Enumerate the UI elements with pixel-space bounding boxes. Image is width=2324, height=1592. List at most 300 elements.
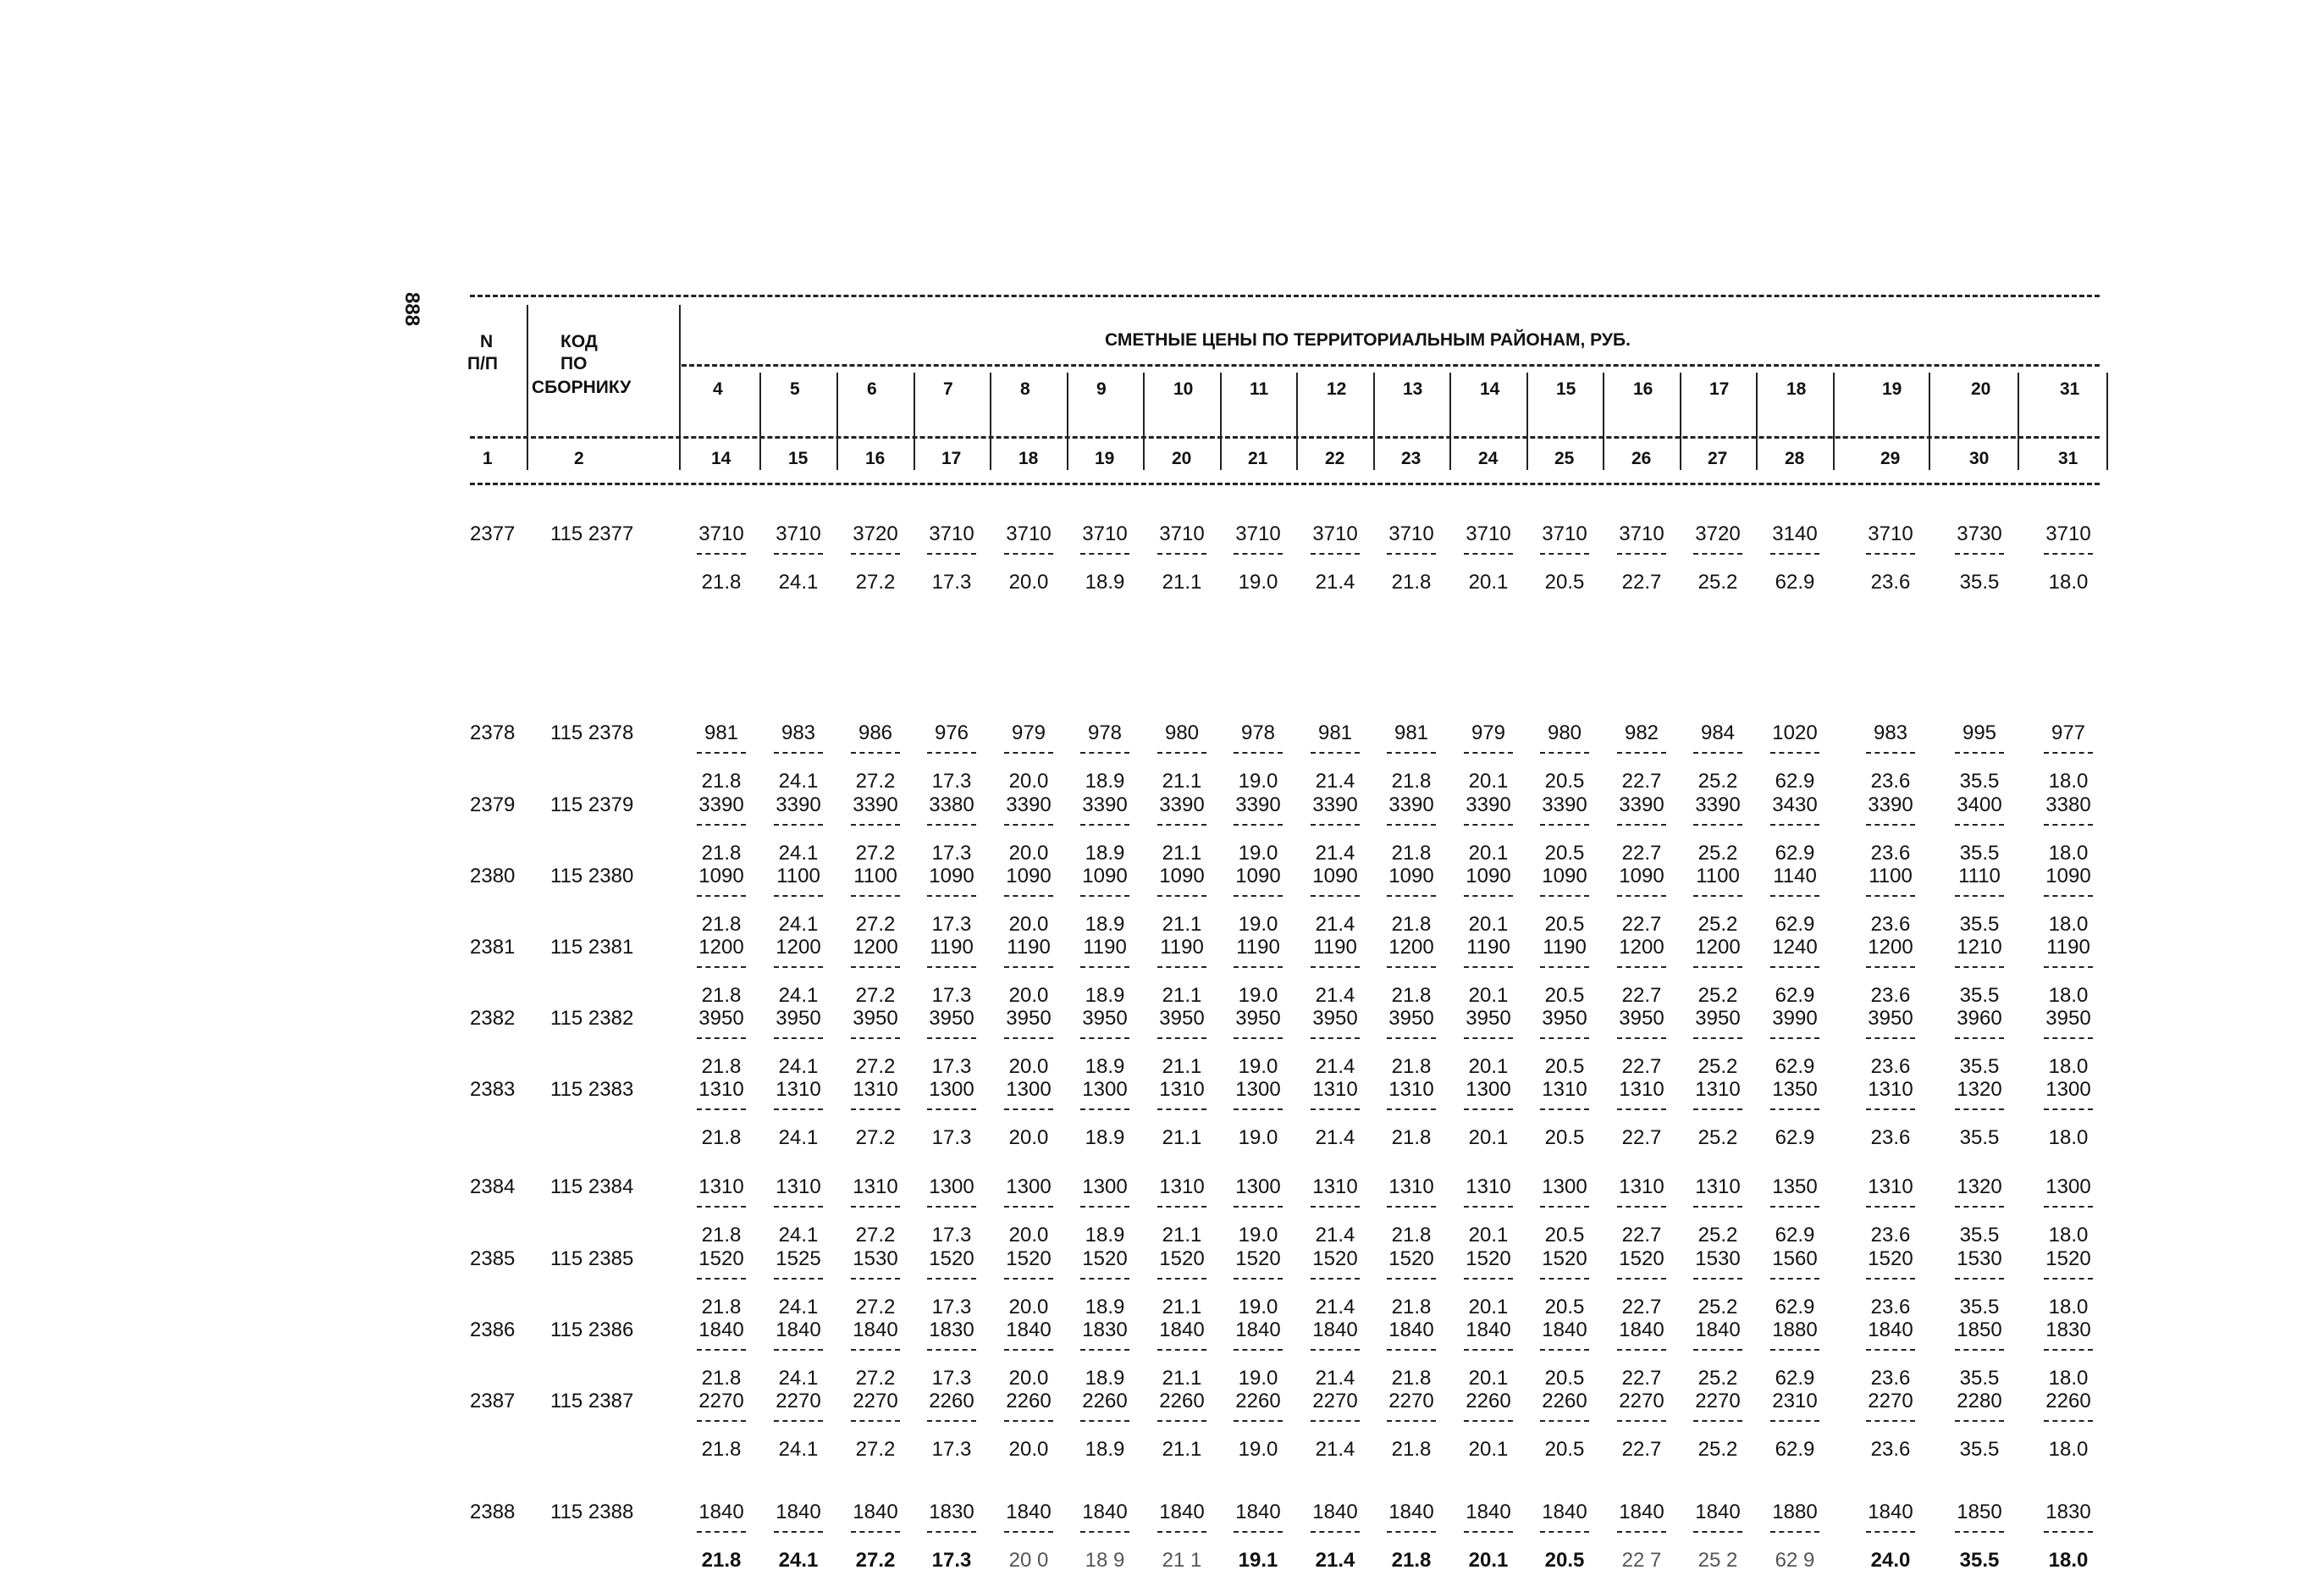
coefficient-cell: 19.0 — [1238, 1296, 1278, 1318]
coefficient-cell: 20.1 — [1468, 984, 1509, 1007]
fraction-bar — [1387, 1037, 1436, 1039]
fraction-bar — [774, 824, 823, 826]
price-cell: 1190 — [1236, 936, 1280, 959]
district-index: 22 — [1325, 449, 1345, 468]
coefficient-cell: 25.2 — [1697, 984, 1738, 1007]
page-number: 888 — [400, 292, 423, 327]
price-cell: 1840 — [698, 1501, 744, 1523]
coefficient-cell: 35.5 — [1959, 984, 2000, 1007]
coefficient-cell: 21.8 — [1391, 842, 1432, 865]
price-cell: 1840 — [1159, 1318, 1205, 1341]
price-cell: 1090 — [1619, 865, 1664, 887]
price-cell: 2260 — [1542, 1390, 1587, 1412]
price-cell: 1520 — [1388, 1247, 1434, 1270]
column-separator — [2018, 373, 2019, 470]
fraction-bar — [1157, 1108, 1206, 1110]
price-cell: 3710 — [929, 522, 974, 545]
coefficient-cell: 25.2 — [1697, 842, 1738, 865]
row-code: 115 2388 — [550, 1501, 634, 1523]
price-cell: 1520 — [1006, 1247, 1052, 1270]
coefficient-cell: 21.4 — [1315, 770, 1355, 793]
coefficient-cell: 20.5 — [1544, 842, 1585, 865]
coefficient-cell: 18 9 — [1085, 1549, 1125, 1572]
coefficient-cell: 27.2 — [855, 1126, 896, 1149]
fraction-bar — [1770, 1278, 1819, 1280]
coefficient-cell: 18.9 — [1085, 842, 1125, 865]
price-cell: 1520 — [1619, 1247, 1664, 1270]
price-cell: 1840 — [776, 1318, 821, 1341]
price-cell: 3390 — [1006, 793, 1052, 816]
price-cell: 1840 — [1542, 1318, 1587, 1341]
column-separator — [2106, 373, 2108, 470]
fraction-bar — [1693, 895, 1742, 897]
fraction-bar — [1080, 1037, 1129, 1039]
header-separator-code — [679, 305, 681, 470]
fraction-bar — [927, 824, 976, 826]
price-cell: 2260 — [1159, 1390, 1205, 1412]
coefficient-cell: 19.1 — [1238, 1549, 1278, 1572]
price-cell: 3380 — [929, 793, 974, 816]
coefficient-cell: 19.0 — [1238, 913, 1278, 936]
price-cell: 1190 — [1543, 936, 1587, 959]
row-code: 115 2378 — [550, 721, 634, 744]
fraction-bar — [1770, 1037, 1819, 1039]
coefficient-cell: 20.1 — [1468, 1549, 1509, 1572]
row-code: 115 2377 — [550, 522, 634, 545]
coefficient-cell: 21.4 — [1315, 984, 1355, 1007]
coefficient-cell: 21.8 — [701, 842, 742, 865]
coefficient-cell: 21.8 — [1391, 1224, 1432, 1247]
coefficient-cell: 21.8 — [1391, 1055, 1432, 1078]
coefficient-cell: 17.3 — [931, 842, 972, 865]
fraction-bar — [1080, 1349, 1129, 1351]
coefficient-cell: 21.4 — [1315, 1126, 1355, 1149]
district-number: 13 — [1403, 379, 1423, 399]
coefficient-cell: 24.1 — [778, 1055, 819, 1078]
fraction-bar — [1004, 1037, 1053, 1039]
price-cell: 983 — [781, 721, 816, 744]
fraction-bar — [1617, 1531, 1666, 1533]
fraction-bar — [1540, 1531, 1589, 1533]
row-code: 115 2386 — [550, 1318, 634, 1341]
district-number: 8 — [1020, 379, 1030, 399]
row-code: 115 2387 — [550, 1390, 634, 1412]
price-cell: 979 — [1011, 721, 1046, 744]
fraction-bar — [697, 1278, 746, 1280]
coefficient-cell: 35.5 — [1959, 1438, 2000, 1461]
coefficient-cell: 21.8 — [701, 984, 742, 1007]
fraction-bar — [2044, 966, 2093, 968]
fraction-bar — [1693, 1108, 1742, 1110]
coefficient-cell: 21.8 — [1391, 1438, 1432, 1461]
price-cell: 3950 — [1235, 1007, 1281, 1030]
fraction-bar — [1004, 1349, 1053, 1351]
coefficient-cell: 20.1 — [1468, 1055, 1509, 1078]
price-cell: 1190 — [1160, 936, 1204, 959]
fraction-bar — [1004, 1206, 1053, 1208]
fraction-bar — [774, 895, 823, 897]
coefficient-cell: 25.2 — [1697, 1224, 1738, 1247]
price-cell: 3710 — [2045, 522, 2091, 545]
fraction-bar — [1866, 1349, 1915, 1351]
price-cell: 1200 — [776, 936, 821, 959]
fraction-bar — [2044, 1108, 2093, 1110]
fraction-bar — [1234, 1108, 1283, 1110]
coefficient-cell: 17.3 — [931, 1549, 972, 1572]
price-cell: 1190 — [1007, 936, 1051, 959]
coefficient-cell: 20.1 — [1468, 1367, 1509, 1390]
fraction-bar — [1464, 966, 1513, 968]
coefficient-cell: 20.1 — [1468, 913, 1509, 936]
fraction-bar — [774, 1037, 823, 1039]
price-cell: 1310 — [1466, 1175, 1511, 1198]
coefficient-cell: 17.3 — [931, 1055, 972, 1078]
fraction-bar — [1387, 1206, 1436, 1208]
fraction-bar — [1387, 1108, 1436, 1110]
column-separator — [1526, 373, 1528, 470]
price-cell: 1310 — [698, 1078, 744, 1101]
coefficient-cell: 18.0 — [2048, 1296, 2089, 1318]
fraction-bar — [1464, 553, 1513, 555]
coefficient-cell: 20.5 — [1544, 1549, 1585, 1572]
fraction-bar — [851, 752, 900, 754]
fraction-bar — [774, 1531, 823, 1533]
coefficient-cell: 23.6 — [1870, 913, 1911, 936]
coefficient-cell: 21.8 — [1391, 913, 1432, 936]
coefficient-cell: 17.3 — [931, 1438, 972, 1461]
coefficient-cell: 23.6 — [1870, 984, 1911, 1007]
price-cell: 1090 — [2045, 865, 2091, 887]
coefficient-cell: 19.0 — [1238, 770, 1278, 793]
fraction-bar — [2044, 1278, 2093, 1280]
coefficient-cell: 20.1 — [1468, 1126, 1509, 1149]
coefficient-cell: 23.6 — [1870, 1296, 1911, 1318]
fraction-bar — [1311, 1531, 1360, 1533]
row-number: 2377 — [470, 522, 516, 545]
coefficient-cell: 20.5 — [1544, 913, 1585, 936]
fraction-bar — [1080, 966, 1129, 968]
column-separator — [1603, 373, 1604, 470]
price-cell: 1520 — [1868, 1247, 1913, 1270]
price-cell: 981 — [1317, 721, 1353, 744]
coefficient-cell: 17.3 — [931, 913, 972, 936]
column-separator — [1296, 373, 1298, 470]
coefficient-cell: 20.0 — [1008, 1126, 1049, 1149]
col-n-label-2: П/П — [467, 354, 499, 373]
price-cell: 2270 — [853, 1390, 898, 1412]
price-cell: 3950 — [1466, 1007, 1511, 1030]
price-cell: 3710 — [698, 522, 744, 545]
price-cell: 1310 — [1868, 1175, 1913, 1198]
coefficient-cell: 25.2 — [1697, 1055, 1738, 1078]
coefficient-cell: 62.9 — [1775, 913, 1815, 936]
fraction-bar — [1693, 1037, 1742, 1039]
fraction-bar — [927, 895, 976, 897]
price-cell: 2270 — [1388, 1390, 1434, 1412]
coefficient-cell: 23.6 — [1870, 571, 1911, 594]
fraction-bar — [1955, 752, 2004, 754]
coefficient-cell: 21.8 — [701, 1126, 742, 1149]
coefficient-cell: 21.8 — [1391, 1126, 1432, 1149]
fraction-bar — [1311, 1349, 1360, 1351]
coefficient-cell: 21.8 — [701, 1367, 742, 1390]
fraction-bar — [1866, 1037, 1915, 1039]
district-number: 5 — [790, 379, 800, 399]
price-cell: 3390 — [1159, 793, 1205, 816]
price-cell: 982 — [1624, 721, 1659, 744]
district-number: 10 — [1173, 379, 1194, 399]
fraction-bar — [1464, 1037, 1513, 1039]
fraction-bar — [1540, 824, 1589, 826]
coefficient-cell: 27.2 — [855, 1055, 896, 1078]
coefficient-cell: 18.0 — [2048, 984, 2089, 1007]
price-cell: 1310 — [776, 1078, 821, 1101]
fraction-bar — [927, 1531, 976, 1533]
price-cell: 1560 — [1772, 1247, 1818, 1270]
col-code-label-1: КОД — [560, 332, 598, 351]
fraction-bar — [1157, 1349, 1206, 1351]
fraction-bar — [697, 824, 746, 826]
coefficient-cell: 22.7 — [1621, 984, 1662, 1007]
price-cell: 3390 — [698, 793, 744, 816]
fraction-bar — [1080, 752, 1129, 754]
coefficient-cell: 21.1 — [1162, 842, 1202, 865]
price-cell: 3950 — [1312, 1007, 1358, 1030]
fraction-bar — [1540, 1037, 1589, 1039]
price-cell: 1310 — [853, 1078, 898, 1101]
price-cell: 3710 — [776, 522, 821, 545]
price-cell: 981 — [704, 721, 739, 744]
price-cell: 1350 — [1772, 1078, 1818, 1101]
fraction-bar — [1387, 1420, 1436, 1422]
price-cell: 1300 — [2045, 1175, 2091, 1198]
fraction-bar — [1311, 1108, 1360, 1110]
fraction-bar — [1540, 1278, 1589, 1280]
coefficient-cell: 18.0 — [2048, 1126, 2089, 1149]
coefficient-cell: 21.8 — [701, 913, 742, 936]
fraction-bar — [1617, 1349, 1666, 1351]
price-cell: 1090 — [1542, 865, 1587, 887]
price-cell: 3950 — [1082, 1007, 1128, 1030]
price-cell: 3950 — [1868, 1007, 1913, 1030]
price-cell: 1310 — [776, 1175, 821, 1198]
coefficient-cell: 21.1 — [1162, 1296, 1202, 1318]
price-cell: 1840 — [1006, 1318, 1052, 1341]
price-cell: 1090 — [929, 865, 974, 887]
fraction-bar — [2044, 1531, 2093, 1533]
fraction-bar — [851, 1420, 900, 1422]
fraction-bar — [927, 553, 976, 555]
price-cell: 1320 — [1957, 1175, 2002, 1198]
district-index: 20 — [1172, 449, 1192, 468]
coefficient-cell: 23.6 — [1870, 1224, 1911, 1247]
coefficient-cell: 17.3 — [931, 1296, 972, 1318]
price-cell: 1520 — [1235, 1247, 1281, 1270]
coefficient-cell: 25.2 — [1697, 571, 1738, 594]
column-separator — [759, 373, 761, 470]
fraction-bar — [1004, 824, 1053, 826]
coefficient-cell: 20.5 — [1544, 571, 1585, 594]
coefficient-cell: 21.8 — [701, 1296, 742, 1318]
price-cell: 977 — [2051, 721, 2086, 744]
coefficient-cell: 27.2 — [855, 1224, 896, 1247]
fraction-bar — [697, 1531, 746, 1533]
price-cell: 1840 — [1312, 1501, 1358, 1523]
col-code-label-3: СБОРНИКУ — [532, 378, 632, 397]
coefficient-cell: 21.4 — [1315, 1055, 1355, 1078]
district-number: 9 — [1096, 379, 1107, 399]
price-cell: 1310 — [1159, 1078, 1205, 1101]
price-cell: 1310 — [853, 1175, 898, 1198]
price-cell: 2270 — [698, 1390, 744, 1412]
price-cell: 986 — [858, 721, 893, 744]
price-cell: 1520 — [1312, 1247, 1358, 1270]
coefficient-cell: 21.8 — [701, 1438, 742, 1461]
index-label-1: 1 — [483, 449, 493, 468]
fraction-bar — [1004, 1531, 1053, 1533]
col-n-label-1: N — [480, 332, 494, 351]
fraction-bar — [1004, 966, 1053, 968]
price-cell: 1840 — [1388, 1318, 1434, 1341]
fraction-bar — [1234, 1420, 1283, 1422]
coefficient-cell: 22.7 — [1621, 842, 1662, 865]
fraction-bar — [1004, 1420, 1053, 1422]
price-cell: 3710 — [1466, 522, 1511, 545]
price-cell: 1300 — [929, 1175, 974, 1198]
coefficient-cell: 22.7 — [1621, 1296, 1662, 1318]
fraction-bar — [1955, 895, 2004, 897]
fraction-bar — [1157, 895, 1206, 897]
price-cell: 1310 — [698, 1175, 744, 1198]
fraction-bar — [774, 966, 823, 968]
column-separator — [836, 373, 838, 470]
fraction-bar — [1387, 553, 1436, 555]
coefficient-cell: 18.0 — [2048, 1549, 2089, 1572]
district-number: 31 — [2060, 379, 2080, 399]
fraction-bar — [1464, 1349, 1513, 1351]
coefficient-cell: 24.1 — [778, 913, 819, 936]
fraction-bar — [1955, 1206, 2004, 1208]
fraction-bar — [1617, 553, 1666, 555]
fraction-bar — [1311, 1206, 1360, 1208]
price-cell: 3950 — [1619, 1007, 1664, 1030]
price-cell: 1310 — [1619, 1078, 1664, 1101]
price-cell: 1310 — [1388, 1175, 1434, 1198]
coefficient-cell: 35.5 — [1959, 842, 2000, 865]
price-cell: 1310 — [1695, 1078, 1741, 1101]
coefficient-cell: 27.2 — [855, 571, 896, 594]
price-cell: 1520 — [698, 1247, 744, 1270]
fraction-bar — [1004, 1108, 1053, 1110]
price-cell: 1840 — [1619, 1318, 1664, 1341]
fraction-bar — [2044, 824, 2093, 826]
fraction-bar — [697, 1349, 746, 1351]
price-cell: 1830 — [929, 1318, 974, 1341]
coefficient-cell: 24.1 — [778, 1296, 819, 1318]
fraction-bar — [1693, 824, 1742, 826]
coefficient-cell: 21.4 — [1315, 913, 1355, 936]
price-cell: 3950 — [698, 1007, 744, 1030]
coefficient-cell: 62.9 — [1775, 1367, 1815, 1390]
price-cell: 1520 — [929, 1247, 974, 1270]
fraction-bar — [1866, 752, 1915, 754]
coefficient-cell: 21.1 — [1162, 1055, 1202, 1078]
price-cell: 3400 — [1957, 793, 2002, 816]
fraction-bar — [1617, 1108, 1666, 1110]
fraction-bar — [1464, 1420, 1513, 1422]
price-cell: 1240 — [1772, 936, 1818, 959]
fraction-bar — [1234, 966, 1283, 968]
coefficient-cell: 18.0 — [2048, 842, 2089, 865]
coefficient-cell: 18.9 — [1085, 984, 1125, 1007]
col-code-label-2: ПО — [560, 354, 588, 373]
fraction-bar — [697, 895, 746, 897]
price-cell: 1840 — [1695, 1501, 1741, 1523]
coefficient-cell: 62.9 — [1775, 1438, 1815, 1461]
coefficient-cell: 22.7 — [1621, 913, 1662, 936]
price-cell: 1830 — [2045, 1318, 2091, 1341]
fraction-bar — [1464, 895, 1513, 897]
price-cell: 1840 — [1619, 1501, 1664, 1523]
fraction-bar — [1866, 1108, 1915, 1110]
fraction-bar — [1955, 1349, 2004, 1351]
fraction-bar — [1080, 824, 1129, 826]
price-cell: 1840 — [1006, 1501, 1052, 1523]
district-number: 20 — [1971, 379, 1991, 399]
header-index-rule — [470, 436, 2100, 439]
coefficient-cell: 19.0 — [1238, 1055, 1278, 1078]
coefficient-cell: 21.8 — [701, 1549, 742, 1572]
coefficient-cell: 20.5 — [1544, 770, 1585, 793]
fraction-bar — [1540, 752, 1589, 754]
row-number: 2378 — [470, 721, 516, 744]
price-cell: 1300 — [1082, 1175, 1128, 1198]
fraction-bar — [1955, 966, 2004, 968]
fraction-bar — [1770, 1108, 1819, 1110]
row-code: 115 2385 — [550, 1247, 634, 1270]
coefficient-cell: 18.0 — [2048, 1438, 2089, 1461]
price-cell: 3730 — [1957, 522, 2002, 545]
price-cell: 1840 — [853, 1318, 898, 1341]
coefficient-cell: 21.4 — [1315, 571, 1355, 594]
coefficient-cell: 21.1 — [1162, 1224, 1202, 1247]
coefficient-cell: 21.1 — [1162, 1438, 1202, 1461]
coefficient-cell: 25.2 — [1697, 1367, 1738, 1390]
price-cell: 3950 — [2045, 1007, 2091, 1030]
fraction-bar — [1387, 1531, 1436, 1533]
coefficient-cell: 18.9 — [1085, 770, 1125, 793]
fraction-bar — [851, 824, 900, 826]
price-cell: 2260 — [1006, 1390, 1052, 1412]
coefficient-cell: 21.4 — [1315, 1367, 1355, 1390]
price-cell: 3710 — [1006, 522, 1052, 545]
fraction-bar — [1866, 1531, 1915, 1533]
fraction-bar — [1080, 1420, 1129, 1422]
coefficient-cell: 24.1 — [778, 1126, 819, 1149]
fraction-bar — [1234, 824, 1283, 826]
fraction-bar — [1617, 1037, 1666, 1039]
price-cell: 1840 — [1868, 1318, 1913, 1341]
district-index: 26 — [1631, 449, 1652, 468]
coefficient-cell: 22.7 — [1621, 1055, 1662, 1078]
price-cell: 3950 — [1006, 1007, 1052, 1030]
price-cell: 2260 — [1466, 1390, 1511, 1412]
fraction-bar — [697, 553, 746, 555]
price-cell: 1830 — [2045, 1501, 2091, 1523]
coefficient-cell: 20.5 — [1544, 1055, 1585, 1078]
price-cell: 3720 — [1695, 522, 1741, 545]
index-label-2: 2 — [574, 449, 584, 468]
